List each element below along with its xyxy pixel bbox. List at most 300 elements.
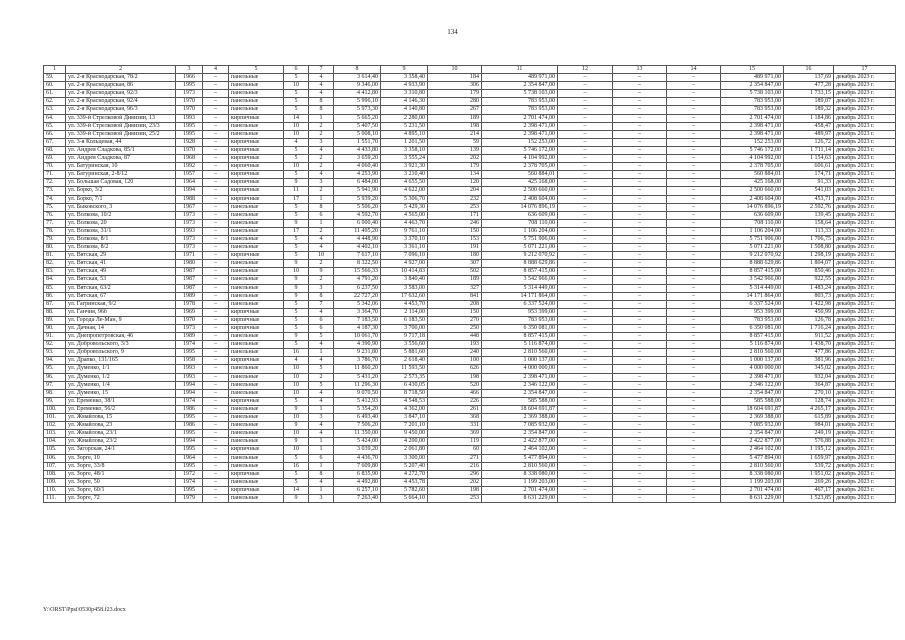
table-cell: 296: [428, 470, 482, 478]
table-cell: 2 378 705,00: [721, 163, 784, 171]
table-cell: 2 369 388,00: [482, 414, 558, 422]
table-cell: панельные: [229, 349, 284, 357]
table-cell: –: [203, 414, 229, 422]
address-cell: ул. Вятская, 41: [66, 260, 176, 268]
table-cell: 1993: [176, 373, 203, 381]
table-cell: –: [613, 155, 667, 163]
table-cell: 10 414,83: [381, 268, 428, 276]
table-cell: –: [613, 486, 667, 494]
table-cell: панельные: [229, 203, 284, 211]
table-row: [44, 308, 896, 316]
table-cell: 2 464 102,00: [482, 446, 558, 454]
table-cell: –: [667, 462, 721, 470]
table-cell: 1974: [176, 478, 203, 486]
table-cell: 8 857 415,00: [482, 333, 558, 341]
table-cell: 4 927,00: [381, 260, 428, 268]
table-cell: 4: [309, 146, 334, 154]
table-cell: 1974: [176, 397, 203, 405]
table-cell: декабрь 2023 г.: [834, 211, 896, 219]
table-cell: 2 810 560,00: [721, 349, 784, 357]
table-cell: 1995: [176, 130, 203, 138]
table-cell: –: [613, 341, 667, 349]
table-cell: декабрь 2023 г.: [834, 179, 896, 187]
table-cell: –: [203, 316, 229, 324]
table-cell: 1: [309, 486, 334, 494]
table-cell: 1: [309, 195, 334, 203]
table-cell: 1988: [176, 195, 203, 203]
table-cell: –: [667, 74, 721, 82]
table-cell: 202: [428, 478, 482, 486]
table-cell: 77.: [44, 219, 66, 227]
table-cell: 1 951,02: [784, 470, 834, 478]
table-cell: –: [613, 82, 667, 90]
table-cell: 307: [428, 260, 482, 268]
table-cell: 98.: [44, 389, 66, 397]
table-cell: 4 592,70: [334, 211, 381, 219]
table-cell: 1970: [176, 106, 203, 114]
column-number-cell: 17: [834, 66, 896, 74]
column-number-cell: 3: [176, 66, 203, 74]
table-cell: –: [613, 349, 667, 357]
table-cell: –: [558, 454, 613, 462]
table-cell: 4 362,00: [381, 405, 428, 413]
table-cell: 8 338 080,00: [721, 470, 784, 478]
table-cell: 8 322,50: [334, 260, 381, 268]
table-cell: декабрь 2023 г.: [834, 422, 896, 430]
table-cell: 5 424,00: [334, 438, 381, 446]
table-cell: –: [203, 138, 229, 146]
table-cell: –: [558, 389, 613, 397]
table-cell: 16: [284, 349, 309, 357]
table-cell: декабрь 2023 г.: [834, 284, 896, 292]
table-cell: –: [667, 446, 721, 454]
table-cell: –: [667, 438, 721, 446]
address-cell: ул. 2-я Краснодарская, 92/3: [66, 90, 176, 98]
table-cell: 850,46: [784, 268, 834, 276]
table-cell: 477,28: [784, 82, 834, 90]
table-cell: –: [203, 284, 229, 292]
table-cell: 1: [309, 446, 334, 454]
table-cell: 17 632,60: [381, 292, 428, 300]
table-cell: 1969: [176, 308, 203, 316]
table-cell: 3 659,20: [334, 155, 381, 163]
column-number-row: [44, 66, 896, 74]
table-cell: 5: [309, 333, 334, 341]
table-cell: –: [203, 211, 229, 219]
table-cell: 99.: [44, 397, 66, 405]
table-cell: 126,72: [784, 138, 834, 146]
table-cell: 4 412,80: [334, 90, 381, 98]
table-cell: 22 727,20: [334, 292, 381, 300]
table-cell: 2 378 705,00: [482, 163, 558, 171]
table-cell: 5 231,50: [381, 122, 428, 130]
table-cell: 2 354 847,00: [721, 430, 784, 438]
column-number-cell: 13: [613, 66, 667, 74]
column-number-cell: 2: [66, 66, 176, 74]
table-cell: кирпичные: [229, 179, 284, 187]
table-cell: 425 168,00: [482, 179, 558, 187]
table-cell: 458,47: [784, 122, 834, 130]
table-cell: 14 076 896,19: [721, 203, 784, 211]
table-cell: –: [613, 74, 667, 82]
table-cell: 911,52: [784, 333, 834, 341]
table-cell: –: [203, 349, 229, 357]
table-cell: декабрь 2023 г.: [834, 308, 896, 316]
table-cell: панельные: [229, 235, 284, 243]
table-cell: –: [558, 494, 613, 502]
table-cell: панельные: [229, 106, 284, 114]
table-cell: 80.: [44, 244, 66, 252]
table-cell: –: [203, 422, 229, 430]
table-cell: 1964: [176, 454, 203, 462]
address-cell: ул. Зорге, 48/1: [66, 470, 176, 478]
table-row: [44, 389, 896, 397]
table-cell: 8: [309, 98, 334, 106]
table-cell: –: [203, 82, 229, 90]
table-cell: 5 342,06: [334, 300, 381, 308]
table-cell: 1: [309, 114, 334, 122]
table-cell: –: [203, 292, 229, 300]
table-cell: –: [613, 373, 667, 381]
table-cell: 4: [309, 235, 334, 243]
table-cell: –: [203, 300, 229, 308]
table-cell: 10: [284, 414, 309, 422]
table-cell: –: [203, 114, 229, 122]
table-row: [44, 438, 896, 446]
table-cell: –: [667, 284, 721, 292]
table-cell: –: [667, 316, 721, 324]
table-cell: 6 350 081,00: [482, 325, 558, 333]
table-cell: 4 146,30: [381, 98, 428, 106]
address-cell: ул. Днепропетровская, 46: [66, 333, 176, 341]
table-cell: декабрь 2023 г.: [834, 349, 896, 357]
table-row: [44, 252, 896, 260]
table-cell: –: [558, 211, 613, 219]
table-cell: –: [558, 195, 613, 203]
table-cell: –: [558, 373, 613, 381]
table-cell: –: [667, 122, 721, 130]
table-cell: –: [558, 414, 613, 422]
table-cell: 2: [309, 155, 334, 163]
address-cell: ул. Еременко, 38/1: [66, 397, 176, 405]
table-cell: декабрь 2023 г.: [834, 365, 896, 373]
table-cell: 4 453,70: [381, 300, 428, 308]
table-cell: 109.: [44, 478, 66, 486]
table-cell: 1 298,19: [784, 252, 834, 260]
table-cell: 539,72: [784, 462, 834, 470]
table-cell: –: [613, 260, 667, 268]
table-cell: 1995: [176, 414, 203, 422]
table-cell: 76.: [44, 211, 66, 219]
table-cell: 11 350,00: [334, 430, 381, 438]
table-cell: декабрь 2023 г.: [834, 405, 896, 413]
table-cell: 6 337 524,00: [482, 300, 558, 308]
table-cell: 5 314 449,00: [721, 284, 784, 292]
table-cell: 1970: [176, 146, 203, 154]
table-cell: 2 701 474,00: [482, 114, 558, 122]
table-cell: 1993: [176, 114, 203, 122]
table-cell: –: [613, 130, 667, 138]
table-cell: 1980: [176, 260, 203, 268]
table-cell: 1973: [176, 211, 203, 219]
table-cell: 11 495,20: [334, 227, 381, 235]
table-cell: 14: [284, 114, 309, 122]
table-cell: –: [667, 349, 721, 357]
table-cell: 7 506,20: [334, 422, 381, 430]
table-cell: –: [613, 430, 667, 438]
table-cell: декабрь 2023 г.: [834, 389, 896, 397]
table-cell: кирпичные: [229, 195, 284, 203]
table-cell: –: [613, 397, 667, 405]
table-cell: 467,17: [784, 486, 834, 494]
table-cell: 4: [309, 244, 334, 252]
table-cell: 10: [284, 122, 309, 130]
table-cell: кирпичные: [229, 171, 284, 179]
table-cell: 179: [428, 90, 482, 98]
table-cell: –: [667, 98, 721, 106]
table-cell: 1 804,07: [784, 260, 834, 268]
table-row: [44, 478, 896, 486]
table-cell: 5 071 221,00: [721, 244, 784, 252]
address-cell: ул. Волкова, 8/1: [66, 235, 176, 243]
table-cell: 1958: [176, 357, 203, 365]
table-cell: 10: [284, 163, 309, 171]
table-row: [44, 414, 896, 422]
table-cell: 1964: [176, 179, 203, 187]
table-cell: панельные: [229, 82, 284, 90]
table-row: [44, 422, 896, 430]
table-cell: 139,45: [784, 211, 834, 219]
table-cell: 8 338 080,00: [482, 470, 558, 478]
table-cell: 1974: [176, 341, 203, 349]
address-cell: ул. Жмайлова, 23/2: [66, 438, 176, 446]
table-cell: –: [203, 244, 229, 252]
table-cell: –: [203, 430, 229, 438]
table-cell: –: [667, 308, 721, 316]
table-cell: 5 973,30: [334, 106, 381, 114]
table-cell: 9: [284, 292, 309, 300]
table-cell: 5 071 221,00: [482, 244, 558, 252]
address-cell: ул. Вятская, 67: [66, 292, 176, 300]
address-cell: ул. Думенко, 1/4: [66, 381, 176, 389]
table-cell: –: [613, 219, 667, 227]
table-cell: 984,01: [784, 422, 834, 430]
table-cell: –: [203, 252, 229, 260]
table-cell: 8: [309, 106, 334, 114]
table-cell: 477,86: [784, 349, 834, 357]
table-cell: 5: [284, 341, 309, 349]
table-cell: декабрь 2023 г.: [834, 325, 896, 333]
table-cell: декабрь 2023 г.: [834, 373, 896, 381]
table-cell: 9 212 070,92: [721, 252, 784, 260]
table-cell: 97.: [44, 381, 66, 389]
address-cell: ул. Драпко, 131/165: [66, 357, 176, 365]
table-cell: 1 199 203,00: [721, 478, 784, 486]
table-cell: 17: [284, 227, 309, 235]
column-number-cell: 9: [381, 66, 428, 74]
table-cell: 9 231,80: [334, 349, 381, 357]
table-cell: 2 422 877,00: [482, 438, 558, 446]
table-row: [44, 138, 896, 146]
address-cell: ул. Еременко, 56/2: [66, 405, 176, 413]
table-cell: 91.: [44, 333, 66, 341]
table-cell: 2 701 474,00: [721, 486, 784, 494]
table-cell: 10: [284, 82, 309, 90]
table-cell: панельные: [229, 333, 284, 341]
address-cell: ул. Зорге, 10: [66, 454, 176, 462]
table-cell: –: [203, 171, 229, 179]
table-cell: 368: [428, 414, 482, 422]
table-cell: –: [203, 446, 229, 454]
table-cell: –: [667, 470, 721, 478]
table-cell: –: [203, 454, 229, 462]
table-cell: –: [667, 203, 721, 211]
address-cell: ул. Ганчия, 96б: [66, 308, 176, 316]
table-cell: –: [667, 389, 721, 397]
table-cell: 1 508,80: [784, 244, 834, 252]
table-cell: –: [613, 405, 667, 413]
table-cell: 4: [309, 308, 334, 316]
table-cell: 1972: [176, 470, 203, 478]
table-cell: 5 738 103,00: [721, 90, 784, 98]
page-number: 134: [447, 28, 458, 36]
address-cell: ул. Волкова, 10/2: [66, 211, 176, 219]
table-cell: 489 971,00: [482, 74, 558, 82]
table-cell: –: [667, 235, 721, 243]
table-cell: –: [558, 90, 613, 98]
table-cell: –: [613, 98, 667, 106]
column-number-cell: 1: [44, 66, 66, 74]
table-cell: 932,04: [784, 373, 834, 381]
table-cell: 5: [284, 155, 309, 163]
table-cell: 6 000,40: [334, 219, 381, 227]
table-cell: 60: [428, 446, 482, 454]
table-cell: декабрь 2023 г.: [834, 381, 896, 389]
table-cell: 103.: [44, 430, 66, 438]
table-cell: 2 369 388,00: [721, 414, 784, 422]
table-cell: –: [613, 235, 667, 243]
table-cell: 9 212 070,92: [482, 252, 558, 260]
table-cell: 267: [428, 106, 482, 114]
table-cell: 14 171 864,00: [482, 292, 558, 300]
table-row: [44, 235, 896, 243]
table-cell: 1 106 204,00: [721, 227, 784, 235]
table-cell: 5: [284, 211, 309, 219]
table-cell: 4 390,90: [334, 341, 381, 349]
table-cell: кирпичные: [229, 138, 284, 146]
table-row: [44, 381, 896, 389]
table-cell: декабрь 2023 г.: [834, 341, 896, 349]
table-row: [44, 486, 896, 494]
table-cell: 5 665,20: [334, 114, 381, 122]
table-cell: 1966: [176, 74, 203, 82]
table-cell: 202: [428, 155, 482, 163]
table-cell: декабрь 2023 г.: [834, 219, 896, 227]
table-cell: 5 738 103,00: [482, 90, 558, 98]
table-cell: 4 548,53: [381, 397, 428, 405]
table-cell: кирпичные: [229, 397, 284, 405]
column-number-cell: 14: [667, 66, 721, 74]
table-cell: –: [613, 171, 667, 179]
table-cell: 1 000 137,00: [721, 357, 784, 365]
table-cell: декабрь 2023 г.: [834, 438, 896, 446]
table-cell: декабрь 2023 г.: [834, 74, 896, 82]
table-cell: кирпичные: [229, 316, 284, 324]
table-cell: 67.: [44, 138, 66, 146]
table-cell: 5: [284, 146, 309, 154]
table-cell: 5: [284, 98, 309, 106]
table-cell: 8 888 629,86: [482, 260, 558, 268]
table-cell: 4 565,00: [381, 211, 428, 219]
table-cell: 14: [284, 486, 309, 494]
table-cell: декабрь 2023 г.: [834, 106, 896, 114]
table-cell: 8 857 415,00: [721, 268, 784, 276]
table-cell: –: [203, 341, 229, 349]
table-cell: панельные: [229, 292, 284, 300]
table-cell: –: [558, 155, 613, 163]
table-cell: декабрь 2023 г.: [834, 268, 896, 276]
table-cell: 1995: [176, 82, 203, 90]
table-cell: 3: [309, 138, 334, 146]
table-cell: 1967: [176, 203, 203, 211]
table-cell: 84.: [44, 276, 66, 284]
table-cell: 150: [428, 227, 482, 235]
table-cell: 5: [284, 203, 309, 211]
table-cell: панельные: [229, 284, 284, 292]
table-cell: –: [558, 486, 613, 494]
table-cell: 1: [309, 438, 334, 446]
table-cell: 3 583,00: [381, 284, 428, 292]
table-cell: –: [203, 98, 229, 106]
table-cell: 3 556,60: [381, 341, 428, 349]
table-cell: 3 700,00: [381, 325, 428, 333]
table-cell: –: [558, 114, 613, 122]
table-cell: 4 453,78: [381, 478, 428, 486]
table-cell: –: [613, 365, 667, 373]
table-cell: 126,78: [784, 316, 834, 324]
table-cell: –: [613, 454, 667, 462]
address-cell: ул. Андрея Сладкова, 85/1: [66, 146, 176, 154]
table-cell: 100: [428, 357, 482, 365]
table-cell: 158,64: [784, 219, 834, 227]
table-cell: –: [203, 260, 229, 268]
table-cell: 137,69: [784, 74, 834, 82]
table-cell: 5: [309, 381, 334, 389]
table-cell: 2 408 604,00: [482, 195, 558, 203]
table-cell: 5 431,20: [334, 373, 381, 381]
table-cell: –: [558, 179, 613, 187]
table-cell: 7 263,40: [334, 494, 381, 502]
table-cell: кирпичные: [229, 114, 284, 122]
address-cell: ул. Дачная, 14: [66, 325, 176, 333]
address-cell: ул. Волкова, 20: [66, 219, 176, 227]
table-cell: –: [667, 381, 721, 389]
table-cell: 150: [428, 308, 482, 316]
table-cell: 803,73: [784, 292, 834, 300]
table-cell: –: [613, 333, 667, 341]
table-cell: –: [667, 357, 721, 365]
table-cell: 783 953,00: [482, 98, 558, 106]
table-cell: –: [613, 195, 667, 203]
table-cell: –: [667, 90, 721, 98]
table-cell: 9: [284, 219, 309, 227]
table-cell: 253: [428, 494, 482, 502]
table-cell: 2 398 471,00: [482, 130, 558, 138]
table-cell: кирпичные: [229, 252, 284, 260]
table-cell: –: [558, 122, 613, 130]
table-cell: 153: [428, 235, 482, 243]
table-cell: –: [558, 470, 613, 478]
